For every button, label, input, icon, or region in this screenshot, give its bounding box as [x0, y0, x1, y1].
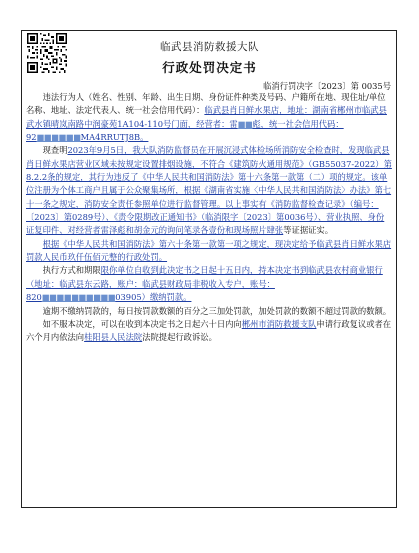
paragraph-facts [26, 144, 392, 237]
redacted-name: ■■ [237, 118, 253, 129]
issuing-organization: 临武县消防救援大队 [160, 41, 259, 53]
appeal-tail: 法院提起行政诉讼。 [142, 332, 217, 343]
violator-credit-code: 彪，统一社会信用代码：92 [26, 118, 344, 143]
execution-intro: 执行方式和期限 [42, 265, 101, 276]
document-body [26, 91, 392, 345]
redacted-account: ■■■■■■■■■■ [41, 292, 116, 303]
appeal-review-body: 郴州市消防救援支队 [241, 318, 317, 329]
document-number: 临消行罚决字〔2023〕第 0035号 [263, 81, 391, 91]
violator-intro: 违法行为人（姓名、性别、年龄、出生日期、身份证件种类及号码、户籍所在地、现住址/单位名称、地址、法定代表人、统一社会信用代码）： [26, 92, 386, 116]
violator-detail: 临武县肖日鲜水果店，地址：湖南省郴州市临武县武水镇晴岚南路中润豪苑1A104-110号门面，经营者：雷 [26, 105, 387, 129]
facts-intro: 现查明 [42, 145, 68, 156]
late-fee-text: 逾期不缴纳罚款的，每日按罚款数额的百分之三加处罚款，加处罚款的数额不超过罚款的数额。 [42, 305, 392, 316]
document-title: 行政处罚决定书 [162, 60, 257, 75]
execution-detail: 限你单位自收到此决定书之日起十五日内，持本决定书到临武县农村商业银行（地址：临武县东云路，账户：临武县财政局非税收入专户，账号：820 [26, 265, 383, 303]
paragraph-decision [26, 238, 392, 265]
paragraph-appeal [26, 318, 392, 345]
paragraph-late-fee [26, 305, 392, 318]
appeal-middle: 申请行政复议或者在六个月内依法向 [26, 318, 392, 343]
violator-credit-code-tail: MA4RRUTJ8B。 [80, 132, 149, 143]
appeal-intro: 如不服本决定，可以在收到本决定书之日起六十日内向 [42, 318, 242, 329]
decision-text: 根据《中华人民共和国消防法》第六十条第一款第一项之规定，现决定给予临武县肖日鲜水果店罚款人民币玖仟伍佰元整的行政处罚。 [26, 238, 392, 263]
appeal-court: 桂阳县人民法院 [84, 332, 143, 343]
execution-account-tail: 03905）缴纳罚款。 [115, 292, 192, 303]
paragraph-execution [26, 264, 392, 304]
paragraph-violator [26, 91, 392, 144]
facts-tail: 等证据证实。 [283, 225, 334, 236]
facts-detail: 2023年9月5日，我大队消防监督员在开展沉浸式体检场所消防安全检查时，发现临武县肖日鲜水果店营业区域未按规定设置排烟设施，不符合《建筑防火通用规范》（GB55037-2022）第8.2.2条的规定，其行为违反了《中华人民共和国消防法》第十六条第一款第（二）项的规定。该单位注册为个体工商户且属于公众聚集场所，根据《湖南省实施〈中华人民共和国消防法〉办法》第七十一条之规定，消防安全责任参照单位进行监督管理。以上事实有《消防监督检查记录》（编号：〔2023〕第0289号）、《责令限期改正通知书》（临消限字〔2023〕第0036号）、营业执照、身份证复印件、对经营者雷泽彪和胡金元的询问笔录各壹份和现场照片肆张 [26, 145, 392, 236]
redacted-credit-code: ■■■■■■ [36, 132, 81, 143]
